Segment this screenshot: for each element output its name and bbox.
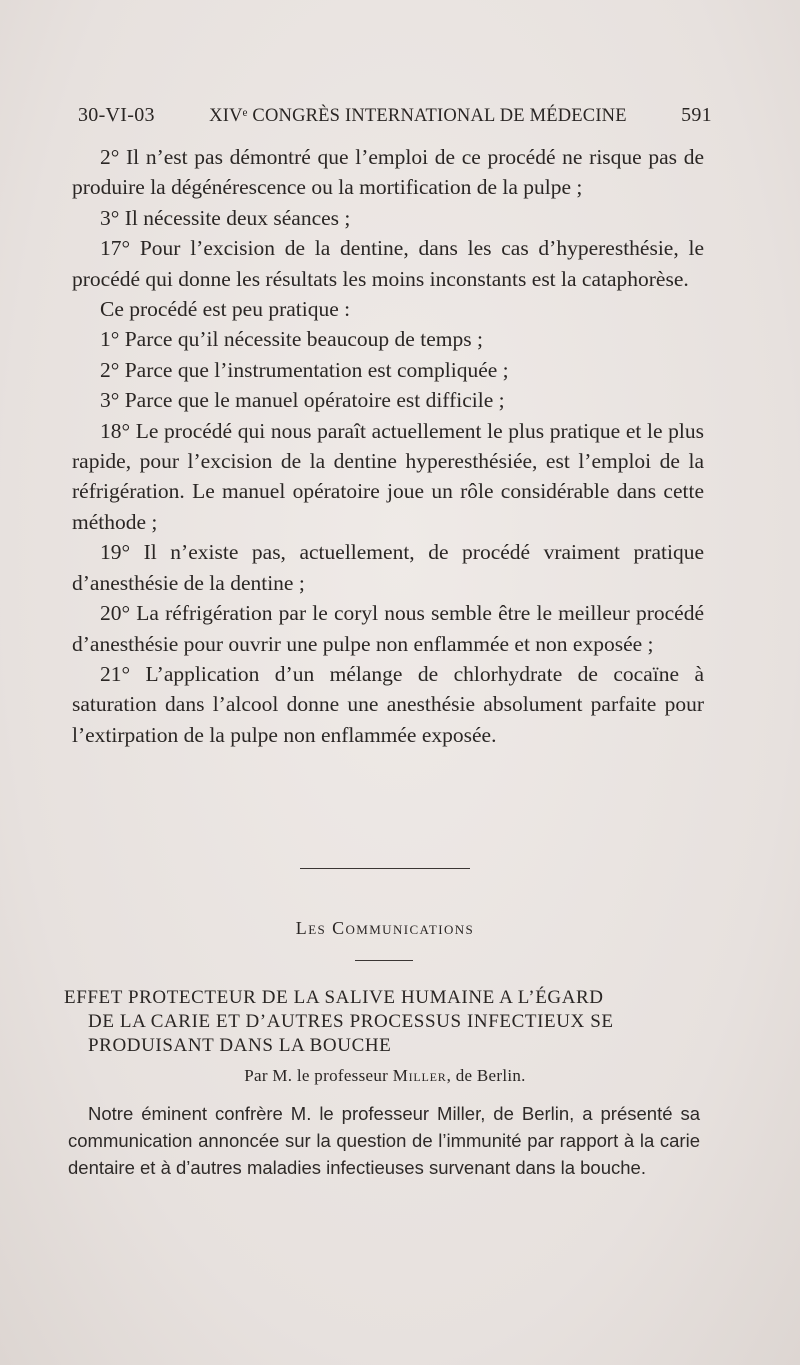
section-title: Les Communications bbox=[295, 918, 475, 938]
article-title-line: DE LA CARIE ET D’AUTRES PROCESSUS INFECTIEUX SE bbox=[88, 1011, 614, 1032]
paragraph: 18° Le procédé qui nous paraît actuellement le plus pratique et le plus rapide, pour l’excision de la dentine hyperesthésiée, est l’emploi de la réfrigération. Le manuel opératoire joue un rôle considérable dans cette méthode ; bbox=[72, 418, 704, 534]
intro-paragraph: Notre éminent confrère M. le professeur Miller, de Berlin, a présenté sa communication annoncée sur la question de l’immunité par rapport à la carie dentaire et à d’autres maladies infectieuses survenant dans la bouche. bbox=[68, 1103, 700, 1178]
running-header bbox=[78, 104, 712, 127]
paragraph: 2° Il n’est pas démontré que l’emploi de ce procédé ne risque pas de produire la dégénérescence ou la mortification de la pulpe ; bbox=[72, 145, 704, 200]
paragraph: 3° Parce que le manuel opératoire est difficile ; bbox=[100, 388, 505, 413]
paragraph: Ce procédé est peu pratique : bbox=[100, 297, 351, 322]
paragraph: 17° Pour l’excision de la dentine, dans les cas d’hyperesthésie, le procédé qui donne les résultats les moins inconstants est la cataphorèse. bbox=[72, 236, 704, 291]
title-divider bbox=[355, 960, 413, 961]
section-divider bbox=[300, 868, 470, 869]
author-line bbox=[0, 1066, 770, 1086]
paragraph: 2° Parce que l’instrumentation est compliquée ; bbox=[100, 357, 509, 382]
paragraph: 19° Il n’existe pas, actuellement, de procédé vraiment pratique d’anesthésie de la dentine ; bbox=[72, 540, 704, 595]
paragraph: 21° L’application d’un mélange de chlorhydrate de cocaïne à saturation dans l’alcool donne une anesthésie absolument parfaite pour l’extirpation de la pulpe non enflammée exposée. bbox=[72, 661, 704, 747]
article-title-line: PRODUISANT DANS LA BOUCHE bbox=[88, 1035, 392, 1056]
paragraph: 3° Il nécessite deux séances ; bbox=[100, 205, 351, 230]
header-title: XIVᵉ CONGRÈS INTERNATIONAL DE MÉDECINE bbox=[209, 106, 627, 126]
body-text bbox=[72, 142, 704, 750]
article-title-line: EFFET PROTECTEUR DE LA SALIVE HUMAINE A L’ÉGARD bbox=[64, 987, 604, 1008]
author-suffix: , de Berlin. bbox=[446, 1066, 526, 1085]
author-prefix: Par M. le professeur bbox=[244, 1066, 389, 1085]
article-title bbox=[64, 986, 704, 1058]
paragraph: 20° La réfrigération par le coryl nous semble être le meilleur procédé d’anesthésie pour ouvrir une pulpe non enflammée et non exposée ; bbox=[72, 601, 704, 656]
header-date: 30-VI-03 bbox=[78, 104, 155, 126]
author-name: Miller bbox=[392, 1066, 447, 1085]
paragraph: 1° Parce qu’il nécessite beaucoup de temps ; bbox=[100, 327, 483, 352]
page-number: 591 bbox=[681, 104, 712, 126]
article-intro bbox=[68, 1100, 700, 1181]
